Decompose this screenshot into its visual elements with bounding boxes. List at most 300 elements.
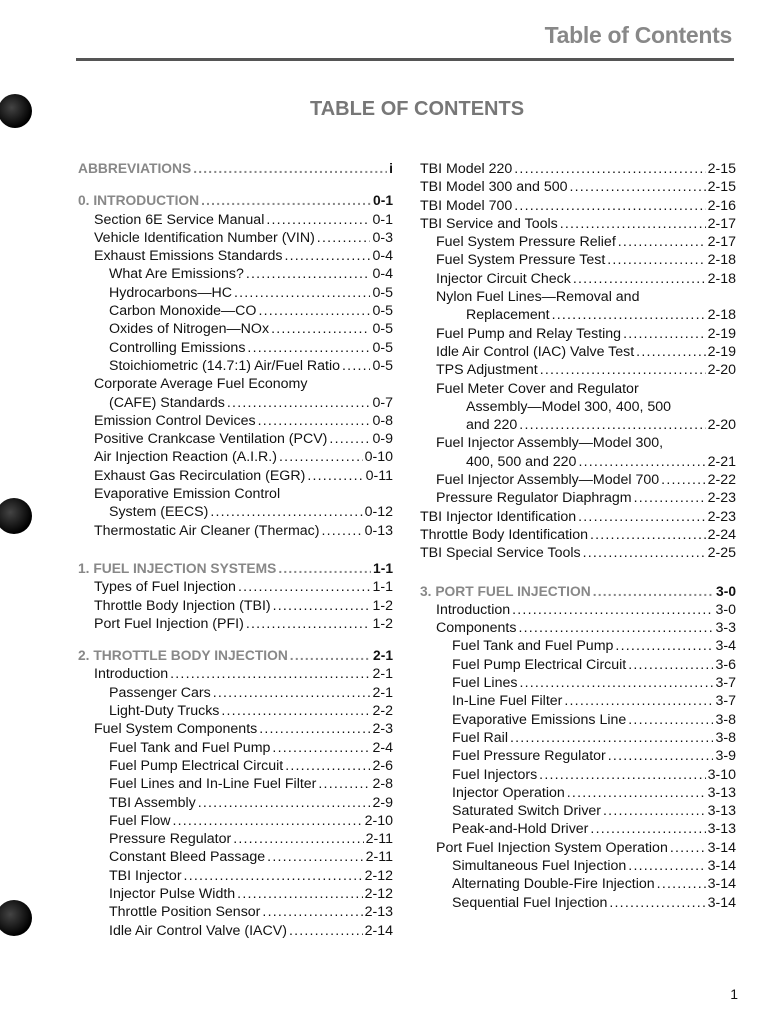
toc-entry [420, 637, 736, 655]
toc-entry-title: Oxides of Nitrogen—NOx [109, 321, 270, 338]
toc-entry-page: 0-7 [372, 394, 393, 411]
toc-entry-page: 2-23 [707, 490, 736, 507]
toc-entry-page: 3-14 [707, 894, 736, 911]
toc-dot-leader [267, 848, 363, 866]
toc-entry-page: 0-1 [373, 193, 393, 209]
toc-entry-page: 3-13 [707, 803, 736, 820]
toc-entry-title: TBI Model 700 [420, 197, 513, 214]
toc-entry-page: 3-13 [707, 784, 736, 801]
toc-entry-title: Vehicle Identification Number (VIN) [94, 229, 315, 246]
toc-dot-leader [259, 720, 370, 738]
toc-entry [78, 665, 393, 683]
toc-entry-title: 0. INTRODUCTION [78, 193, 200, 209]
toc-entry-page: 1-1 [373, 560, 393, 576]
toc-dot-leader [583, 544, 706, 562]
toc-dot-leader [198, 794, 371, 812]
toc-entry-title: Air Injection Reaction (A.I.R.) [94, 449, 277, 466]
toc-dot-leader [615, 637, 713, 655]
toc-dot-leader [510, 729, 714, 747]
toc-entry-page: 3-14 [707, 857, 736, 874]
toc-entry-title: Fuel Meter Cover and Regulator [436, 380, 639, 397]
toc-entry [78, 794, 393, 812]
toc-entry-title: Fuel Lines [452, 675, 518, 692]
toc-entry-page: 2-15 [707, 179, 736, 196]
toc-entry-page: 2-19 [707, 343, 736, 360]
toc-entry [78, 247, 393, 265]
binder-hole-bottom [0, 900, 32, 936]
toc-entry-page: 2-10 [364, 812, 393, 829]
toc-dot-leader [184, 867, 363, 885]
toc-entry-title: Fuel Rail [452, 729, 508, 746]
toc-dot-leader [618, 233, 706, 251]
toc-entry [78, 339, 393, 357]
toc-entry-title: Evaporative Emissions Line [452, 711, 627, 728]
toc-entry-page: 2-12 [364, 885, 393, 902]
toc-dot-leader [247, 339, 370, 357]
toc-dot-leader [593, 583, 714, 601]
toc-entry-page: 0-12 [364, 504, 393, 521]
toc-dot-leader [512, 601, 713, 619]
toc-entry-page: 2-1 [372, 666, 393, 683]
toc-entry [78, 265, 393, 283]
toc-entry [420, 197, 736, 215]
toc-entry-title: TBI Injector Identification [420, 508, 577, 525]
toc-entry-page: 3-14 [707, 876, 736, 893]
toc-entry [78, 320, 393, 338]
toc-entry-page: 2-25 [707, 545, 736, 562]
toc-dot-leader [210, 503, 362, 521]
toc-entry [420, 674, 736, 692]
toc-entry-title: Simultaneous Fuel Injection [452, 857, 627, 874]
toc-entry-title: Fuel Flow [109, 812, 171, 829]
toc-entry-page: 3-3 [715, 620, 736, 637]
toc-entry-title: Emission Control Devices [94, 412, 256, 429]
toc-entry-page: 2-14 [364, 922, 393, 939]
toc-entry [420, 398, 736, 416]
toc-entry-page: 0-9 [372, 431, 393, 448]
toc-dot-leader [608, 747, 714, 765]
toc-entry-title: Pressure Regulator [109, 831, 232, 848]
toc-dot-leader [272, 739, 370, 757]
toc-entry [78, 702, 393, 720]
toc-dot-leader [603, 802, 706, 820]
toc-entry [420, 747, 736, 765]
toc-section-heading [78, 560, 393, 578]
toc-entry-page: 3-7 [715, 693, 736, 710]
toc-dot-leader [628, 711, 713, 729]
toc-dot-leader [514, 197, 705, 215]
toc-entry-title: Fuel Injector Assembly—Model 700 [436, 472, 660, 489]
toc-entry [420, 453, 736, 471]
toc-dot-leader [285, 757, 370, 775]
toc-entry [78, 922, 393, 940]
toc-entry-title: Fuel System Components [94, 721, 258, 738]
toc-entry-title: (CAFE) Standards [109, 394, 225, 411]
toc-entry-page: 2-16 [707, 197, 736, 214]
toc-entry-page: 0-11 [365, 467, 393, 484]
toc-dot-leader [519, 416, 705, 434]
toc-dot-leader [233, 830, 363, 848]
toc-entry-page: 3-13 [707, 821, 736, 838]
toc-entry-title: 3. PORT FUEL INJECTION [420, 583, 591, 599]
toc-dot-leader [661, 471, 705, 489]
toc-entry-title: Constant Bleed Passage [109, 849, 266, 866]
toc-entry-page: 3-9 [715, 748, 736, 765]
toc-entry-page: 0-3 [372, 229, 393, 246]
toc-entry-title: Fuel Lines and In-Line Fuel Filter [109, 776, 317, 793]
toc-entry [420, 544, 736, 562]
toc-entry-title: Exhaust Emissions Standards [94, 248, 283, 265]
toc-entry-title: Fuel Pump Electrical Circuit [109, 757, 284, 774]
toc-entry [420, 784, 736, 802]
toc-entry-page: 2-12 [364, 867, 393, 884]
toc-entry-title: Evaporative Emission Control [94, 486, 281, 503]
toc-entry [78, 485, 393, 503]
toc-dot-leader [318, 775, 370, 793]
toc-dot-leader [173, 812, 363, 830]
toc-entry [78, 522, 393, 540]
toc-entry-page: 0-5 [372, 303, 393, 320]
toc-entry-title: Fuel Tank and Fuel Pump [452, 638, 614, 655]
toc-entry-page: 2-2 [372, 703, 393, 720]
toc-entry-page: 2-17 [707, 215, 736, 232]
toc-entry-page: 2-8 [372, 776, 393, 793]
toc-entry-page: 0-8 [372, 412, 393, 429]
toc-dot-leader [609, 894, 705, 912]
toc-entry-title: Alternating Double-Fire Injection [452, 876, 655, 893]
toc-dot-leader [623, 325, 706, 343]
toc-entry-title: 2. THROTTLE BODY INJECTION [78, 648, 288, 664]
toc-entry-title: 400, 500 and 220 [466, 453, 577, 470]
toc-entry [420, 288, 736, 306]
toc-dot-leader [342, 357, 370, 375]
toc-entry-title: Throttle Body Identification [420, 526, 588, 543]
toc-entry-title: Port Fuel Injection System Operation [436, 839, 668, 856]
toc-dot-leader [567, 784, 706, 802]
toc-dot-leader [246, 265, 371, 283]
toc-dot-leader [628, 656, 713, 674]
toc-entry-title: 1. FUEL INJECTION SYSTEMS [78, 560, 277, 576]
toc-entry [420, 839, 736, 857]
toc-dot-leader [578, 453, 705, 471]
toc-entry-title: System (EECS) [109, 504, 209, 521]
toc-entry-page: 3-0 [715, 601, 736, 618]
toc-entry-page: 0-1 [372, 211, 393, 228]
toc-dot-leader [670, 839, 706, 857]
toc-entry [78, 830, 393, 848]
toc-entry-page: 2-20 [707, 362, 736, 379]
toc-dot-leader [329, 430, 370, 448]
toc-dot-leader [237, 885, 362, 903]
toc-entry-title: Saturated Switch Driver [452, 803, 602, 820]
toc-dot-leader [552, 306, 706, 324]
toc-entry-page: 2-11 [365, 831, 393, 848]
toc-entry-title: TBI Model 220 [420, 161, 513, 177]
toc-entry [78, 412, 393, 430]
toc-entry [420, 656, 736, 674]
toc-entry-title: Components [436, 620, 517, 637]
toc-right-column [420, 160, 736, 912]
toc-entry [420, 729, 736, 747]
toc-entry [420, 325, 736, 343]
toc-left-column [78, 160, 393, 940]
toc-entry-page: 2-19 [707, 325, 736, 342]
toc-dot-leader [258, 302, 370, 320]
toc-entry-title: TBI Special Service Tools [420, 545, 581, 562]
toc-entry [420, 619, 736, 637]
toc-entry-title: Hydrocarbons—HC [109, 284, 232, 301]
toc-dot-leader [284, 247, 370, 265]
toc-entry [420, 343, 736, 361]
page-title: TABLE OF CONTENTS [309, 98, 525, 120]
toc-entry-title: TBI Injector [109, 867, 182, 884]
toc-dot-leader [636, 343, 705, 361]
toc-entry-page: 2-13 [364, 904, 393, 921]
toc-entry [420, 820, 736, 838]
toc-entry-title: TBI Assembly [109, 794, 196, 811]
toc-section-heading [78, 192, 393, 210]
toc-entry-title: Fuel Injectors [452, 766, 538, 783]
toc-entry [420, 766, 736, 784]
toc-entry-page: 1-2 [372, 615, 393, 632]
toc-dot-leader [278, 560, 371, 578]
toc-entry-title: ABBREVIATIONS [78, 161, 192, 176]
toc-entry [420, 215, 736, 233]
toc-entry-title: TBI Model 300 and 500 [420, 179, 568, 196]
toc-entry-page: 0-10 [364, 449, 393, 466]
toc-entry-title: Carbon Monoxide—CO [109, 303, 257, 320]
toc-dot-leader [590, 526, 706, 544]
toc-dot-leader [570, 178, 706, 196]
toc-entry [420, 434, 736, 452]
toc-dot-leader [213, 684, 371, 702]
toc-entry-title: Assembly—Model 300, 400, 500 [466, 398, 672, 415]
toc-dot-leader [540, 361, 706, 379]
toc-entry-page: 3-0 [716, 583, 736, 599]
toc-entry [420, 526, 736, 544]
toc-entry-title: Sequential Fuel Injection [452, 894, 608, 911]
toc-entry [420, 178, 736, 196]
toc-entry [78, 448, 393, 466]
header-rule [76, 58, 734, 61]
toc-entry [420, 233, 736, 251]
toc-entry [78, 739, 393, 757]
toc-entry [78, 284, 393, 302]
toc-entry-page: 2-20 [707, 417, 736, 434]
toc-entry-page: 2-6 [372, 757, 393, 774]
toc-entry [78, 885, 393, 903]
toc-dot-leader [258, 412, 371, 430]
toc-entry [420, 416, 736, 434]
toc-entry-title: Peak-and-Hold Driver [452, 821, 589, 838]
toc-entry-title: Fuel System Pressure Relief [436, 234, 616, 251]
toc-dot-leader [193, 160, 387, 178]
toc-dot-leader [271, 320, 370, 338]
toc-entry-title: Injector Operation [452, 784, 565, 801]
toc-entry [78, 903, 393, 921]
toc-entry-page: 0-5 [372, 321, 393, 338]
toc-entry [420, 471, 736, 489]
toc-entry-page: 0-5 [372, 339, 393, 356]
toc-dot-leader [246, 615, 371, 633]
toc-entry-page: i [389, 161, 393, 176]
toc-dot-leader [234, 284, 370, 302]
toc-entry-page: 3-8 [715, 711, 736, 728]
toc-section-heading [78, 647, 393, 665]
toc-entry [420, 894, 736, 912]
toc-entry [78, 597, 393, 615]
toc-dot-leader [238, 578, 371, 596]
toc-entry [420, 508, 736, 526]
toc-entry [420, 306, 736, 324]
toc-entry-page: 2-3 [372, 721, 393, 738]
toc-entry-title: Passenger Cars [109, 684, 211, 701]
toc-entry [78, 302, 393, 320]
toc-dot-leader [266, 211, 370, 229]
toc-entry-title: Introduction [94, 666, 169, 683]
toc-entry-page: 3-10 [707, 766, 736, 783]
toc-entry-page: 1-1 [372, 579, 393, 596]
toc-entry-title: Throttle Body Injection (TBI) [94, 597, 271, 614]
toc-section-heading [420, 583, 736, 601]
toc-dot-leader [514, 160, 705, 178]
toc-dot-leader [201, 192, 371, 210]
toc-dot-leader [221, 702, 370, 720]
toc-entry [420, 380, 736, 398]
toc-entry [420, 857, 736, 875]
toc-entry [420, 601, 736, 619]
toc-entry [78, 684, 393, 702]
toc-entry-page: 2-9 [372, 794, 393, 811]
toc-dot-leader [657, 875, 706, 893]
toc-entry-page: 3-4 [715, 638, 736, 655]
toc-entry [78, 615, 393, 633]
toc-entry [78, 848, 393, 866]
toc-dot-leader [573, 270, 706, 288]
toc-entry-page: 2-22 [707, 472, 736, 489]
toc-dot-leader [273, 597, 371, 615]
binder-hole-middle [0, 498, 32, 534]
toc-entry [420, 711, 736, 729]
toc-entry-title: Pressure Regulator Diaphragm [436, 490, 632, 507]
toc-entry-page: 1-2 [372, 597, 393, 614]
toc-entry-page: 3-6 [715, 656, 736, 673]
toc-entry-title: Controlling Emissions [109, 339, 246, 356]
toc-entry [420, 802, 736, 820]
toc-entry [78, 578, 393, 596]
toc-entry [78, 375, 393, 393]
toc-entry [78, 812, 393, 830]
toc-section-heading [78, 160, 393, 178]
toc-entry-title: Port Fuel Injection (PFI) [94, 615, 244, 632]
toc-entry [78, 229, 393, 247]
toc-entry [78, 775, 393, 793]
toc-entry-page: 0-5 [372, 357, 393, 374]
toc-entry [420, 251, 736, 269]
toc-entry-page: 0-4 [372, 266, 393, 283]
toc-entry [420, 875, 736, 893]
toc-dot-leader [307, 467, 363, 485]
toc-dot-leader [321, 522, 362, 540]
toc-entry-title: TPS Adjustment [436, 362, 538, 379]
toc-entry-title: Fuel Pump and Relay Testing [436, 325, 622, 342]
toc-entry-title: Fuel Tank and Fuel Pump [109, 739, 271, 756]
toc-entry-page: 2-11 [365, 849, 393, 866]
toc-dot-leader [170, 665, 370, 683]
toc-entry-title: Types of Fuel Injection [94, 579, 236, 596]
toc-entry-page: 2-24 [707, 526, 736, 543]
toc-entry [420, 692, 736, 710]
toc-entry [78, 720, 393, 738]
toc-entry [78, 467, 393, 485]
toc-entry [78, 211, 393, 229]
toc-entry-title: Injector Circuit Check [436, 270, 571, 287]
toc-dot-leader [519, 674, 713, 692]
toc-entry-title: Replacement [466, 307, 550, 324]
toc-dot-leader [290, 647, 371, 665]
toc-entry [78, 430, 393, 448]
toc-dot-leader [634, 489, 706, 507]
toc-entry-title: Section 6E Service Manual [94, 211, 265, 228]
toc-entry [78, 503, 393, 521]
toc-entry-title: Light-Duty Trucks [109, 703, 220, 720]
toc-entry-title: TBI Service and Tools [420, 215, 558, 232]
toc-entry-page: 0-5 [372, 284, 393, 301]
toc-entry-title: Exhaust Gas Recirculation (EGR) [94, 467, 306, 484]
toc-entry-title: Fuel Pressure Regulator [452, 748, 606, 765]
toc-entry [78, 757, 393, 775]
toc-entry-title: Corporate Average Fuel Economy [94, 376, 308, 393]
toc-entry-title: Thermostatic Air Cleaner (Thermac) [94, 522, 320, 539]
toc-entry-page: 2-17 [707, 234, 736, 251]
toc-entry-title: Nylon Fuel Lines—Removal and [436, 289, 640, 306]
toc-entry-page: 3-7 [715, 675, 736, 692]
toc-entry-page: 2-23 [707, 508, 736, 525]
toc-entry-title: In-Line Fuel Filter [452, 693, 563, 710]
toc-entry-page: 2-18 [707, 307, 736, 324]
toc-entry-title: What Are Emissions? [109, 266, 244, 283]
toc-dot-leader [578, 508, 705, 526]
toc-dot-leader [539, 766, 705, 784]
toc-entry [420, 160, 736, 178]
toc-entry-title: Fuel Pump Electrical Circuit [452, 656, 627, 673]
toc-entry-title: and 220 [466, 417, 518, 434]
toc-dot-leader [518, 619, 713, 637]
toc-entry-page: 0-4 [372, 248, 393, 265]
toc-dot-leader [279, 448, 363, 466]
toc-entry [420, 361, 736, 379]
toc-entry-page: 2-18 [707, 252, 736, 269]
toc-dot-leader [590, 820, 705, 838]
page-number: 1 [730, 986, 738, 1002]
toc-dot-leader [560, 215, 706, 233]
toc-entry [78, 394, 393, 412]
toc-entry-page: 2-1 [372, 684, 393, 701]
toc-entry [420, 489, 736, 507]
toc-entry-page: 2-1 [373, 648, 393, 664]
toc-entry-title: Positive Crankcase Ventilation (PCV) [94, 431, 328, 448]
toc-dot-leader [317, 229, 371, 247]
toc-entry-page: 2-18 [707, 270, 736, 287]
toc-entry-title: Stoichiometric (14.7:1) Air/Fuel Ratio [109, 357, 341, 374]
toc-dot-leader [262, 903, 362, 921]
toc-entry-title: Injector Pulse Width [109, 885, 236, 902]
toc-entry-title: Idle Air Control (IAC) Valve Test [436, 343, 635, 360]
toc-entry-page: 2-21 [707, 453, 736, 470]
toc-dot-leader [289, 922, 363, 940]
toc-entry-page: 3-14 [707, 839, 736, 856]
toc-entry-page: 2-15 [707, 161, 736, 177]
